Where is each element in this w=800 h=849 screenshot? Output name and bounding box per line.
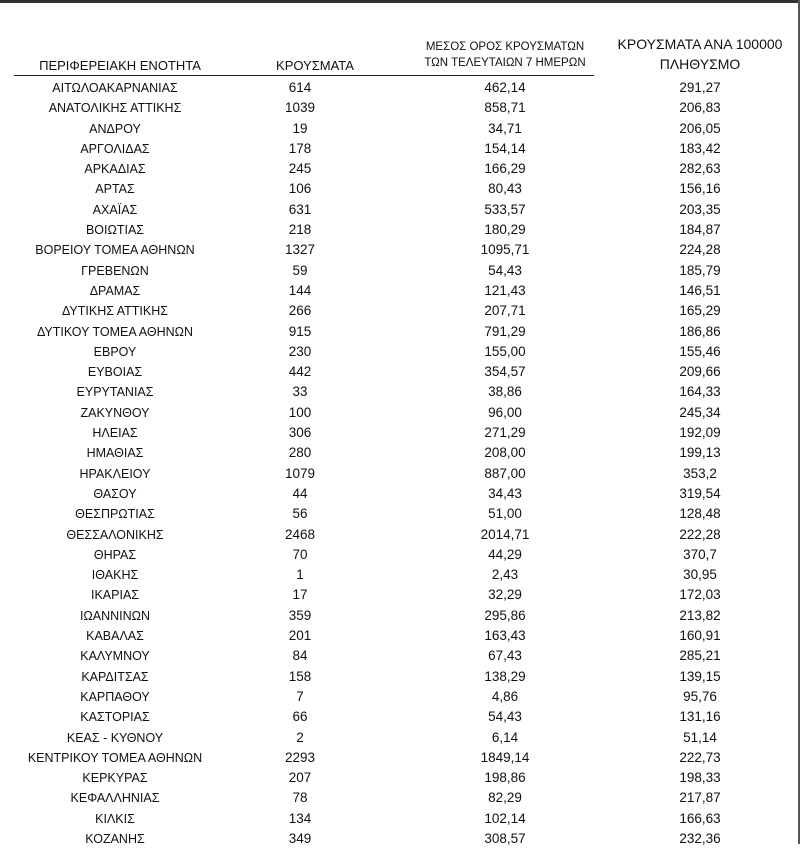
region-cell: ΘΕΣΣΑΛΟΝΙΚΗΣ bbox=[66, 527, 164, 542]
per100k-cell: 209,66 bbox=[679, 364, 721, 380]
cases-cell: 915 bbox=[288, 323, 312, 339]
per100k-cell: 198,33 bbox=[679, 770, 721, 786]
table-row bbox=[0, 179, 800, 199]
header-rule bbox=[14, 75, 594, 76]
avg7-cell: 208,00 bbox=[484, 445, 526, 461]
cases-cell: 2468 bbox=[284, 526, 316, 542]
table-row bbox=[0, 464, 800, 484]
table-row bbox=[0, 119, 800, 139]
table-row bbox=[0, 159, 800, 179]
cases-cell: 349 bbox=[288, 830, 312, 846]
header-avg7-line1: ΜΕΣΟΣ ΟΡΟΣ ΚΡΟΥΣΜΑΤΩΝ bbox=[425, 41, 585, 53]
region-cell: ΚΟΖΑΝΗΣ bbox=[85, 831, 145, 846]
region-cell: ΙΚΑΡΙΑΣ bbox=[90, 588, 140, 603]
avg7-cell: 154,14 bbox=[484, 140, 526, 156]
avg7-cell: 155,00 bbox=[484, 343, 526, 359]
per100k-cell: 156,16 bbox=[679, 181, 721, 197]
table-row bbox=[0, 667, 800, 687]
region-cell: ΔΡΑΜΑΣ bbox=[89, 283, 141, 298]
table-row bbox=[0, 98, 800, 118]
region-cell: ΔΥΤΙΚΗΣ ΑΤΤΙΚΗΣ bbox=[62, 304, 168, 319]
cases-cell: 266 bbox=[288, 303, 312, 319]
avg7-cell: 198,86 bbox=[484, 770, 526, 786]
per100k-cell: 183,42 bbox=[679, 140, 721, 156]
avg7-cell: 54,43 bbox=[488, 709, 522, 725]
per100k-cell: 131,16 bbox=[679, 709, 721, 725]
cases-cell: 1 bbox=[296, 567, 304, 583]
region-cell: ΚΑΒΑΛΑΣ bbox=[86, 629, 144, 644]
avg7-cell: 166,29 bbox=[484, 161, 526, 177]
region-cell: ΑΧΑΪΑΣ bbox=[92, 202, 138, 217]
per100k-cell: 203,35 bbox=[679, 201, 721, 217]
avg7-cell: 354,57 bbox=[484, 364, 526, 380]
table-row bbox=[0, 809, 800, 829]
region-cell: ΘΑΣΟΥ bbox=[93, 486, 137, 501]
avg7-cell: 308,57 bbox=[484, 830, 526, 846]
header-cases: ΚΡΟΥΣΜΑΤΑ bbox=[276, 58, 354, 73]
table-row bbox=[0, 606, 800, 626]
avg7-cell: 163,43 bbox=[484, 628, 526, 644]
region-cell: ΙΘΑΚΗΣ bbox=[91, 568, 139, 583]
cases-cell: 218 bbox=[288, 222, 312, 238]
cases-cell: 1079 bbox=[284, 465, 316, 481]
cases-cell: 100 bbox=[288, 404, 312, 420]
region-cell: ΚΙΛΚΙΣ bbox=[95, 811, 135, 826]
avg7-cell: 2014,71 bbox=[480, 526, 530, 542]
cases-cell: 78 bbox=[292, 790, 308, 806]
region-cell: ΚΑΡΠΑΘΟΥ bbox=[80, 689, 150, 704]
region-cell: ΚΑΣΤΟΡΙΑΣ bbox=[80, 710, 150, 725]
cases-cell: 1327 bbox=[284, 242, 316, 258]
region-cell: ΖΑΚΥΝΘΟΥ bbox=[80, 405, 150, 420]
avg7-cell: 180,29 bbox=[484, 222, 526, 238]
region-cell: ΑΡΓΟΛΙΔΑΣ bbox=[80, 141, 150, 156]
table-row bbox=[0, 139, 800, 159]
region-cell: ΕΥΒΟΙΑΣ bbox=[87, 365, 143, 380]
cases-cell: 359 bbox=[288, 607, 312, 623]
region-cell: ΓΡΕΒΕΝΩΝ bbox=[81, 263, 149, 278]
per100k-cell: 95,76 bbox=[683, 688, 717, 704]
table-row bbox=[0, 301, 800, 321]
cases-cell: 178 bbox=[288, 140, 312, 156]
cases-cell: 207 bbox=[288, 770, 312, 786]
avg7-cell: 295,86 bbox=[484, 607, 526, 623]
cases-cell: 144 bbox=[288, 282, 312, 298]
per100k-cell: 319,54 bbox=[679, 485, 721, 501]
per100k-cell: 172,03 bbox=[679, 587, 721, 603]
cases-cell: 442 bbox=[288, 364, 312, 380]
avg7-cell: 791,29 bbox=[484, 323, 526, 339]
table-row bbox=[0, 646, 800, 666]
region-cell: ΒΟΡΕΙΟΥ ΤΟΜΕΑ ΑΘΗΝΩΝ bbox=[35, 243, 195, 258]
per100k-cell: 30,95 bbox=[683, 567, 717, 583]
header-per100k-line1: ΚΡΟΥΣΜΑΤΑ ΑΝΑ 100000 bbox=[617, 36, 783, 52]
region-cell: ΑΡΤΑΣ bbox=[95, 182, 135, 197]
avg7-cell: 533,57 bbox=[484, 201, 526, 217]
table-row bbox=[0, 748, 800, 768]
avg7-cell: 82,29 bbox=[488, 790, 522, 806]
per100k-cell: 160,91 bbox=[679, 628, 721, 644]
table-row bbox=[0, 829, 800, 849]
cases-cell: 106 bbox=[288, 181, 312, 197]
table-row bbox=[0, 322, 800, 342]
per100k-cell: 285,21 bbox=[679, 648, 721, 664]
cases-cell: 70 bbox=[292, 546, 308, 562]
region-cell: ΙΩΑΝΝΙΝΩΝ bbox=[79, 608, 151, 623]
top-border bbox=[0, 0, 800, 3]
cases-cell: 306 bbox=[288, 425, 312, 441]
per100k-cell: 222,28 bbox=[679, 526, 721, 542]
avg7-cell: 80,43 bbox=[488, 181, 522, 197]
region-cell: ΕΥΡΥΤΑΝΙΑΣ bbox=[76, 385, 154, 400]
header-per100k-line2: ΠΛΗΘΥΣΜΟ bbox=[659, 56, 741, 72]
table-row bbox=[0, 788, 800, 808]
cases-cell: 59 bbox=[292, 262, 308, 278]
per100k-cell: 166,63 bbox=[679, 810, 721, 826]
cases-cell: 44 bbox=[292, 485, 308, 501]
avg7-cell: 34,43 bbox=[488, 485, 522, 501]
table-row bbox=[0, 585, 800, 605]
avg7-cell: 138,29 bbox=[484, 668, 526, 684]
table-row bbox=[0, 687, 800, 707]
per100k-cell: 165,29 bbox=[679, 303, 721, 319]
avg7-cell: 38,86 bbox=[488, 384, 522, 400]
cases-cell: 19 bbox=[292, 120, 308, 136]
avg7-cell: 271,29 bbox=[484, 425, 526, 441]
table-row bbox=[0, 78, 800, 98]
table-row bbox=[0, 525, 800, 545]
cases-cell: 134 bbox=[288, 810, 312, 826]
per100k-cell: 185,79 bbox=[679, 262, 721, 278]
cases-cell: 1039 bbox=[284, 100, 316, 116]
table-body bbox=[0, 78, 800, 849]
per100k-cell: 206,83 bbox=[679, 100, 721, 116]
table-row bbox=[0, 261, 800, 281]
table-row bbox=[0, 281, 800, 301]
avg7-cell: 102,14 bbox=[484, 810, 526, 826]
region-cell: ΗΜΑΘΙΑΣ bbox=[86, 446, 144, 461]
avg7-cell: 34,71 bbox=[488, 120, 522, 136]
avg7-cell: 51,00 bbox=[488, 506, 522, 522]
cases-cell: 230 bbox=[288, 343, 312, 359]
table-row bbox=[0, 484, 800, 504]
per100k-cell: 291,27 bbox=[679, 80, 721, 95]
cases-cell: 631 bbox=[288, 201, 312, 217]
table-row bbox=[0, 240, 800, 260]
cases-cell: 2293 bbox=[284, 749, 316, 765]
per100k-cell: 199,13 bbox=[679, 445, 721, 461]
per100k-cell: 213,82 bbox=[679, 607, 721, 623]
avg7-cell: 121,43 bbox=[484, 282, 526, 298]
avg7-cell: 67,43 bbox=[488, 648, 522, 664]
table-row bbox=[0, 728, 800, 748]
region-cell: ΘΗΡΑΣ bbox=[93, 547, 137, 562]
avg7-cell: 6,14 bbox=[491, 729, 519, 745]
table-row bbox=[0, 342, 800, 362]
cases-cell: 7 bbox=[296, 688, 304, 704]
region-cell: ΑΝΑΤΟΛΙΚΗΣ ΑΤΤΙΚΗΣ bbox=[48, 101, 182, 116]
table-row bbox=[0, 504, 800, 524]
per100k-cell: 222,73 bbox=[679, 749, 721, 765]
cases-cell: 56 bbox=[292, 506, 308, 522]
per100k-cell: 51,14 bbox=[683, 729, 717, 745]
cases-cell: 84 bbox=[292, 648, 308, 664]
avg7-cell: 54,43 bbox=[488, 262, 522, 278]
avg7-cell: 887,00 bbox=[484, 465, 526, 481]
table-row bbox=[0, 545, 800, 565]
per100k-cell: 139,15 bbox=[679, 668, 721, 684]
table-row bbox=[0, 200, 800, 220]
cases-cell: 17 bbox=[292, 587, 308, 603]
avg7-cell: 207,71 bbox=[484, 303, 526, 319]
table-row bbox=[0, 362, 800, 382]
region-cell: ΚΕΦΑΛΛΗΝΙΑΣ bbox=[70, 791, 160, 806]
per100k-cell: 155,46 bbox=[679, 343, 721, 359]
region-cell: ΑΝΔΡΟΥ bbox=[89, 121, 141, 136]
avg7-cell: 44,29 bbox=[488, 546, 522, 562]
region-cell: ΗΛΕΙΑΣ bbox=[92, 426, 138, 441]
cases-cell: 158 bbox=[288, 668, 312, 684]
avg7-cell: 4,86 bbox=[491, 688, 519, 704]
region-cell: ΑΡΚΑΔΙΑΣ bbox=[84, 162, 146, 177]
table-row bbox=[0, 382, 800, 402]
avg7-cell: 96,00 bbox=[488, 404, 522, 420]
per100k-cell: 245,34 bbox=[679, 404, 721, 420]
cases-cell: 614 bbox=[288, 80, 312, 95]
per100k-cell: 224,28 bbox=[679, 242, 721, 258]
region-cell: ΘΕΣΠΡΩΤΙΑΣ bbox=[75, 507, 155, 522]
table-row bbox=[0, 626, 800, 646]
per100k-cell: 282,63 bbox=[679, 161, 721, 177]
avg7-cell: 1849,14 bbox=[480, 749, 530, 765]
per100k-cell: 184,87 bbox=[679, 222, 721, 238]
table-row bbox=[0, 403, 800, 423]
region-cell: ΕΒΡΟΥ bbox=[93, 344, 137, 359]
avg7-cell: 858,71 bbox=[484, 100, 526, 116]
region-cell: ΔΥΤΙΚΟΥ ΤΟΜΕΑ ΑΘΗΝΩΝ bbox=[36, 324, 194, 339]
cases-cell: 33 bbox=[292, 384, 308, 400]
per100k-cell: 128,48 bbox=[679, 506, 721, 522]
region-cell: ΚΕΑΣ - ΚΥΘΝΟΥ bbox=[66, 730, 164, 745]
table-row bbox=[0, 423, 800, 443]
region-cell: ΑΙΤΩΛΟΑΚΑΡΝΑΝΙΑΣ bbox=[52, 81, 178, 95]
table-row bbox=[0, 220, 800, 240]
region-cell: ΚΑΡΔΙΤΣΑΣ bbox=[81, 669, 149, 684]
per100k-cell: 217,87 bbox=[679, 790, 721, 806]
cases-cell: 66 bbox=[292, 709, 308, 725]
region-cell: ΗΡΑΚΛΕΙΟΥ bbox=[79, 466, 151, 481]
region-cell: ΚΕΝΤΡΙΚΟΥ ΤΟΜΕΑ ΑΘΗΝΩΝ bbox=[27, 750, 203, 765]
cases-cell: 280 bbox=[288, 445, 312, 461]
region-cell: ΚΑΛΥΜΝΟΥ bbox=[80, 649, 150, 664]
avg7-cell: 2,43 bbox=[491, 567, 519, 583]
avg7-cell: 1095,71 bbox=[480, 242, 530, 258]
per100k-cell: 164,33 bbox=[679, 384, 721, 400]
per100k-cell: 370,7 bbox=[683, 546, 717, 562]
avg7-cell: 462,14 bbox=[484, 80, 526, 95]
region-cell: ΚΕΡΚΥΡΑΣ bbox=[82, 771, 148, 786]
region-cell: ΒΟΙΩΤΙΑΣ bbox=[85, 223, 145, 238]
cases-cell: 201 bbox=[288, 628, 312, 644]
per100k-cell: 146,51 bbox=[679, 282, 721, 298]
table-row bbox=[0, 565, 800, 585]
per100k-cell: 353,2 bbox=[683, 465, 717, 481]
cases-cell: 2 bbox=[296, 729, 304, 745]
table-row bbox=[0, 443, 800, 463]
per100k-cell: 192,09 bbox=[679, 425, 721, 441]
header-avg7-line2: ΤΩΝ ΤΕΛΕΥΤΑΙΩΝ 7 ΗΜΕΡΩΝ bbox=[424, 57, 586, 69]
per100k-cell: 232,36 bbox=[679, 830, 721, 846]
table-row bbox=[0, 707, 800, 727]
header-region: ΠΕΡΙΦΕΡΕΙΑΚΗ ΕΝΟΤΗΤΑ bbox=[39, 58, 201, 73]
table-row bbox=[0, 768, 800, 788]
per100k-cell: 186,86 bbox=[679, 323, 721, 339]
avg7-cell: 32,29 bbox=[488, 587, 522, 603]
cases-cell: 245 bbox=[288, 161, 312, 177]
per100k-cell: 206,05 bbox=[679, 120, 721, 136]
